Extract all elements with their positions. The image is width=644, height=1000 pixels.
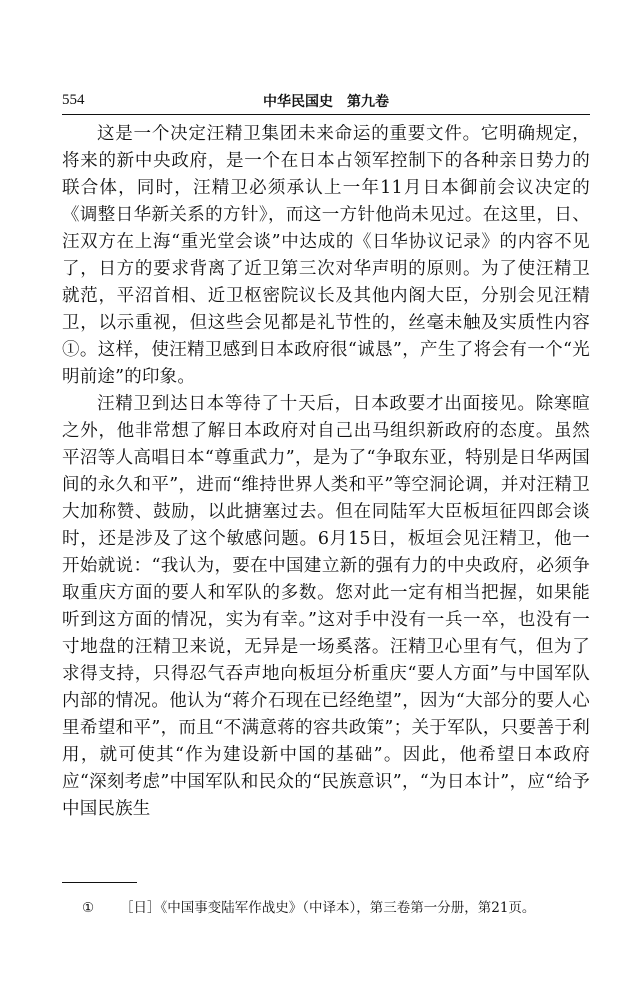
page-number: 554	[62, 92, 85, 108]
paragraph: 这是一个决定汪精卫集团未来命运的重要文件。它明确规定，将来的新中央政府，是一个在日本占领军控制下的各种亲日势力的联合体，同时，汪精卫必须承认上一年11月日本御前会议决定的《调整日华新关系的方针》，而这一方针他尚未见过。在这里，日、汪双方在上海“重光堂会谈”中达成的《日华协议记录》的内容不见了，日方的要求背离了近卫第三次对华声明的原则。为了使汪精卫就范，平沼首相、近卫枢密院议长及其他内阁大臣，分别会见汪精卫，以示重视，但这些会见都是礼节性的，丝毫未触及实质性内容①。这样，使汪精卫感到日本政府很“诚恳”，产生了将会有一个“光明前途”的印象。	[62, 124, 590, 387]
header-rule	[62, 114, 590, 115]
footnote-marker: ①	[82, 900, 95, 916]
paragraph: 汪精卫到达日本等待了十天后，日本政要才出面接见。除寒暄之外，他非常想了解日本政府对自己出马组织新政府的态度。虽然平沼等人高唱日本“尊重武力”，是为了“争取东亚，特别是日华两国间的永久和平”，进而“维持世界人类和平”等空洞论调，并对汪精卫大加称赞、鼓励，以此搪塞过去。但在同陆军大臣板垣征四郎会谈时，还是涉及了这个敏感问题。6月15日，板垣会见汪精卫，他一开始就说：“我认为，要在中国建立新的强有力的中央政府，必须争取重庆方面的要人和军队的多数。您对此一定有相当把握，如果能听到这方面的情况，实为有幸。”这对手中没有一兵一卒，也没有一寸地盘的汪精卫来说，无异是一场奚落。汪精卫心里有气，但为了求得支持，只得忍气吞声地向板垣分析重庆“要人方面”与中国军队内部的情况。他认为“蒋介石现在已经绝望”，因为“大部分的要人心里希望和平”，而且“不满意蒋的容共政策”；关于军队，只要善于利用，就可使其“作为建设新中国的基础”。因此，他希望日本政府应“深刻考虑”中国军队和民众的“民族意识”，“为日本计”，应“给予中国民族生	[62, 394, 590, 819]
body-text	[62, 121, 590, 823]
footnote-text: ［日］《中国事变陆军作战史》（中译本），第三卷第一分册，第21页。	[120, 900, 536, 916]
footnote	[82, 898, 590, 918]
running-header	[62, 92, 590, 112]
footnote-rule	[62, 882, 137, 883]
running-title: 中华民国史 第九卷	[263, 94, 389, 110]
